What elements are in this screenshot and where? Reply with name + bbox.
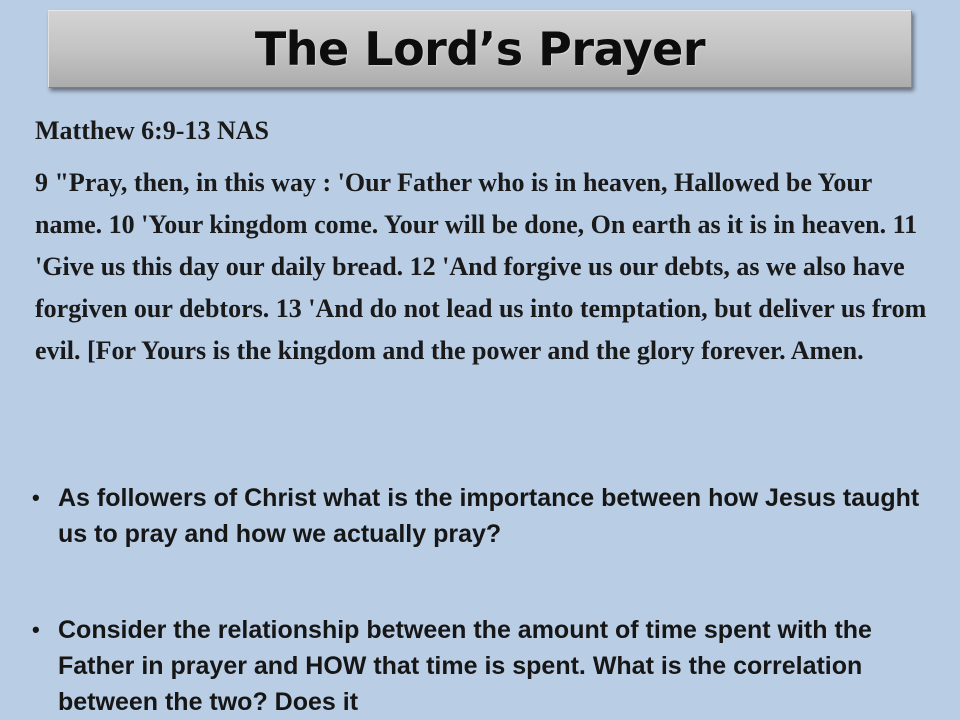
question-text: Consider the relationship between the amount of time spent with the Father in prayer and HOW that time is spent. What is the correlation between the two? Does it — [58, 616, 872, 716]
scripture-passage: 9 "Pray, then, in this way : 'Our Father who is in heaven, Hallowed be Your name. 10 'Your kingdom come. Your will be done, On earth as it is in heaven. 11 'Give us this day our daily bread. 12 'And forgive us our debts, as we also have forgiven our debtors. 13 'And do not lead us into temptation, but deliver us from evil. [For Yours is the kingdom and the power and the glory forever. Amen. — [35, 168, 927, 365]
scripture-reference: Matthew 6:9-13 NAS — [35, 116, 269, 145]
question-item — [30, 480, 945, 552]
bullet-icon: • — [32, 617, 40, 642]
title-banner — [48, 10, 912, 88]
bullet-icon: • — [32, 485, 40, 510]
question-text: As followers of Christ what is the importance between how Jesus taught us to pray and how we actually pray? — [58, 484, 920, 548]
question-item — [30, 612, 945, 720]
slide-title: The Lord’s Prayer — [254, 22, 706, 76]
discussion-questions — [30, 480, 945, 720]
